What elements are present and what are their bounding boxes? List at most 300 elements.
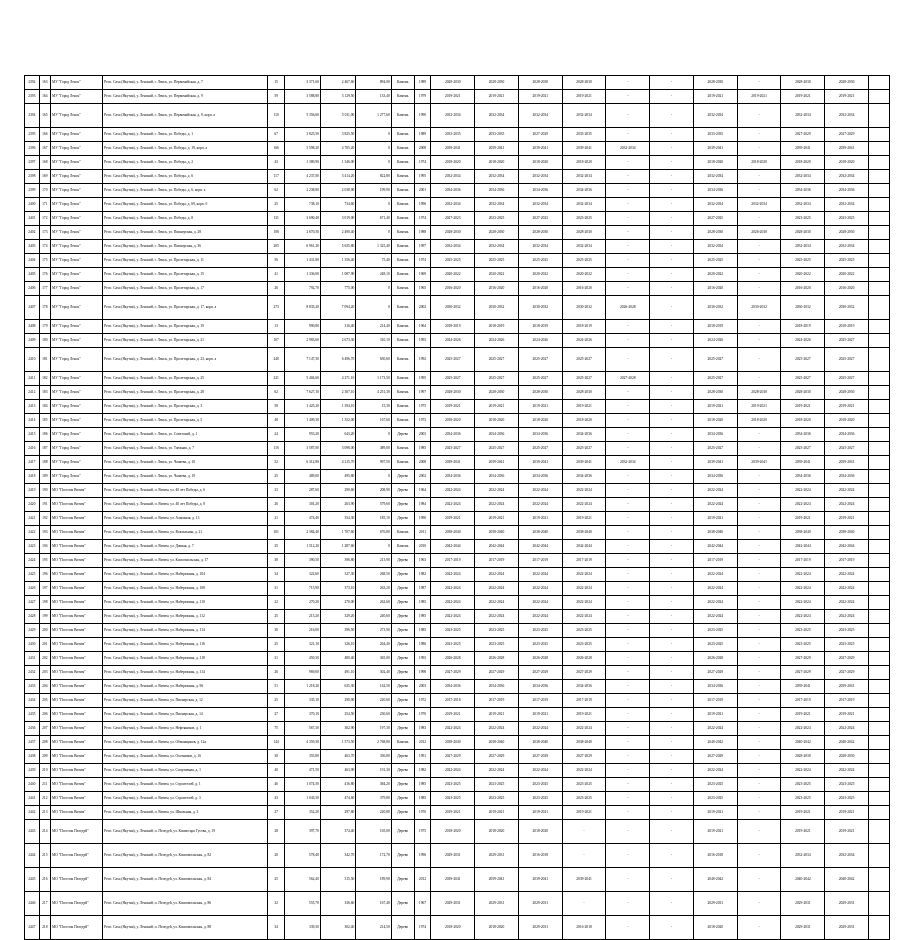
cell-y: 1988 — [414, 226, 431, 240]
cell-period: 2042-2044 — [562, 540, 606, 554]
table-row — [25, 484, 890, 498]
cell-s1: 715,90 — [285, 582, 320, 596]
table-row — [25, 554, 890, 568]
cell-period: 2039-2041 — [518, 456, 562, 470]
cell-period: 2018-2020 — [693, 414, 737, 428]
cell-addr: Респ. Саха (Якутия), у. Ленский, п. Витим, ул. Строителей, д. 1 — [103, 778, 268, 792]
cell-period: 2034-2036 — [431, 680, 475, 694]
cell-org: МУ "Город Ленск" — [51, 128, 103, 142]
cell-org: МУ "Город Ленск" — [51, 320, 103, 334]
cell-org: МУ "Город Ленск" — [51, 334, 103, 348]
cell-period: - — [606, 868, 650, 892]
cell-period: - — [737, 334, 781, 348]
cell-m: Дерево — [391, 624, 414, 638]
cell-period: 2019-2021 — [562, 400, 606, 414]
cell-addr: Респ. Саха (Якутия), у. Ленский, п. Витим, ул. Набережная, д. 114 — [103, 666, 268, 680]
cell-s1: 270,20 — [285, 596, 320, 610]
cell-period: 2029-2031 — [475, 892, 519, 916]
cell-y: 1985 — [414, 792, 431, 806]
cell-period: 2039-2041 — [693, 456, 737, 470]
cell-period: 2032-2034 — [825, 170, 869, 184]
cell-empty — [869, 128, 890, 142]
table-row — [25, 750, 890, 764]
cell-s2: 495,80 — [320, 470, 355, 484]
cell-period: 2027-2029 — [781, 666, 825, 680]
cell-m: Дерево — [391, 806, 414, 820]
cell-period: 2025-2027 — [825, 334, 869, 348]
cell-m: Дерево — [391, 778, 414, 792]
cell-m: Камень — [391, 386, 414, 400]
cell-period: 2027-2023 — [431, 212, 475, 226]
cell-period: 2025-2025 — [562, 254, 606, 268]
cell-cnt: 131 — [267, 212, 285, 226]
cell-y: 1982 — [414, 568, 431, 582]
table-row — [25, 386, 890, 400]
cell-period: - — [606, 722, 650, 736]
cell-period: 2023-2025 — [518, 778, 562, 792]
cell-s3: 676,80 — [356, 526, 391, 540]
cell-period: 2023-2025 — [781, 212, 825, 226]
cell-period: 2039-2041 — [518, 868, 562, 892]
cell-empty — [869, 512, 890, 526]
cell-period: 2018-2020 — [518, 156, 562, 170]
cell-period: 2027-2029 — [825, 652, 869, 666]
cell-period: - — [650, 722, 694, 736]
cell-period: 2023-2025 — [518, 792, 562, 806]
cell-m: Камень — [391, 296, 414, 320]
cell-period: 2023-2025 — [562, 778, 606, 792]
cell-empty — [869, 372, 890, 386]
cell-n: 2419 — [25, 484, 40, 498]
cell-s3: 167,60 — [356, 414, 391, 428]
cell-s3: 2 768,80 — [356, 736, 391, 750]
cell-period: 2038-2040 — [518, 736, 562, 750]
cell-period: 2029-2031 — [781, 892, 825, 916]
cell-empty — [869, 498, 890, 512]
cell-k: 174 — [39, 240, 50, 254]
cell-y: 2011 — [414, 526, 431, 540]
cell-addr: Респ. Саха (Якутия), у. Ленский, п. Витим, ул. 40 лет Победы, д. 6 — [103, 484, 268, 498]
cell-period: 2017-2019 — [475, 694, 519, 708]
cell-period: 2018-2020 — [475, 156, 519, 170]
cell-period: - — [650, 104, 694, 128]
cell-m: Дерево — [391, 638, 414, 652]
cell-cnt: 13 — [267, 320, 285, 334]
cell-s3: 197,30 — [356, 722, 391, 736]
cell-period: 2023-2025 — [781, 778, 825, 792]
cell-y: 1993 — [414, 334, 431, 348]
cell-period: 2022-2024 — [693, 596, 737, 610]
cell-cnt: 25 — [267, 694, 285, 708]
cell-period: - — [650, 184, 694, 198]
cell-period: 2019-2021 — [825, 708, 869, 722]
cell-period: 2028-2030 — [518, 386, 562, 400]
cell-s3: 199,90 — [356, 184, 391, 198]
table-row — [25, 820, 890, 844]
cell-s2: 3 825,50 — [320, 128, 355, 142]
cell-period: 2028-2030 — [518, 226, 562, 240]
cell-y: 1974 — [414, 254, 431, 268]
cell-period: 2018-2020 — [475, 916, 519, 940]
cell-period: 2028-2030 — [693, 76, 737, 90]
cell-k: 205 — [39, 694, 50, 708]
cell-period: 2022-2024 — [825, 596, 869, 610]
cell-s3: 0 — [356, 226, 391, 240]
cell-s2: 3 414,20 — [320, 170, 355, 184]
cell-s3: 384,20 — [356, 778, 391, 792]
cell-empty — [869, 868, 890, 892]
cell-period: 2032-2034 — [431, 240, 475, 254]
cell-period: 2023-2025 — [475, 638, 519, 652]
cell-addr: Респ. Саха (Якутия), у. Ленский, г. Ленск, ул. Советский, д. 1 — [103, 428, 268, 442]
cell-period: 2039-2041 — [825, 456, 869, 470]
cell-period: - — [737, 76, 781, 90]
cell-period: 2025-2025 — [518, 254, 562, 268]
cell-addr: Респ. Саха (Якутия), у. Ленский, г. Ленск, ул. Победы, д. 69, корп. б — [103, 198, 268, 212]
cell-addr: Респ. Саха (Якутия), у. Ленский, г. Ленск, ул. Чапаева, д. 19 — [103, 470, 268, 484]
cell-period: - — [606, 484, 650, 498]
cell-n: 2415 — [25, 428, 40, 442]
cell-y: 2001 — [414, 184, 431, 198]
cell-period: 2022-2024 — [518, 484, 562, 498]
cell-m: Камень — [391, 76, 414, 90]
cell-k: 198 — [39, 596, 50, 610]
cell-period: 2022-2024 — [431, 596, 475, 610]
cell-period: - — [737, 104, 781, 128]
cell-m: Дерево — [391, 470, 414, 484]
cell-period: 2020-2022 — [475, 268, 519, 282]
cell-period: - — [650, 268, 694, 282]
cell-n: 2405 — [25, 268, 40, 282]
cell-period: 2017-2019 — [781, 554, 825, 568]
cell-period: - — [737, 512, 781, 526]
cell-period: 2022-2024 — [825, 610, 869, 624]
cell-s2: 327,30 — [320, 568, 355, 582]
cell-s3: 133,40 — [356, 90, 391, 104]
cell-period: 2019-2021 — [693, 806, 737, 820]
cell-period: 2022-2024 — [825, 484, 869, 498]
cell-s3: 165,00 — [356, 820, 391, 844]
cell-period: 2038-2040 — [693, 526, 737, 540]
cell-period: 2038-2040 — [562, 526, 606, 540]
cell-s1: 335,10 — [285, 694, 320, 708]
cell-period: - — [650, 456, 694, 470]
cell-s3: 75,40 — [356, 254, 391, 268]
cell-org: МО "Поселок Витим" — [51, 554, 103, 568]
cell-period: 2019-2021 — [825, 90, 869, 104]
cell-period: 2019-2021 — [737, 90, 781, 104]
cell-period: 2028-2030 — [737, 386, 781, 400]
cell-period: - — [606, 540, 650, 554]
cell-y: 1989 — [414, 76, 431, 90]
cell-s2: 643,20 — [320, 428, 355, 442]
cell-period: - — [650, 442, 694, 456]
cell-y: 1997 — [414, 386, 431, 400]
cell-addr: Респ. Саха (Якутия), у. Ленский, п. Витим, ул. Комсомольская, д. 17 — [103, 554, 268, 568]
cell-period: 2032-2034 — [693, 240, 737, 254]
cell-period: 2032-2034 — [825, 240, 869, 254]
cell-period: - — [737, 778, 781, 792]
cell-cnt: 221 — [267, 372, 285, 386]
cell-period: 2039-2041 — [737, 456, 781, 470]
cell-m: Дерево — [391, 694, 414, 708]
cell-y: 1964 — [414, 484, 431, 498]
cell-period: - — [737, 610, 781, 624]
cell-period: 2027-2025 — [693, 212, 737, 226]
cell-addr: Респ. Саха (Якутия), у. Ленский, г. Ленск, ул. Победы, д. 2 — [103, 156, 268, 170]
cell-period: 2022-2024 — [518, 498, 562, 512]
cell-n: 2409 — [25, 334, 40, 348]
cell-period: 2034-2036 — [693, 470, 737, 484]
table-row — [25, 540, 890, 554]
cell-period: 2025-2027 — [518, 372, 562, 386]
cell-org: МО "Поселок Витим" — [51, 540, 103, 554]
cell-period: - — [650, 240, 694, 254]
cell-s2: 270,00 — [320, 596, 355, 610]
cell-period: 2022-2024 — [431, 764, 475, 778]
cell-period: 2034-2036 — [475, 184, 519, 198]
cell-addr: Респ. Саха (Якутия), у. Ленский, п. Витим, ул. Пионерская, д. 14 — [103, 708, 268, 722]
cell-m: Дерево — [391, 844, 414, 868]
cell-m: Дерево — [391, 428, 414, 442]
cell-period: 2025-2027 — [693, 348, 737, 372]
cell-period: 2022-2024 — [431, 484, 475, 498]
cell-period: - — [650, 226, 694, 240]
cell-n: 2397 — [25, 156, 40, 170]
cell-period: - — [650, 680, 694, 694]
cell-period: 2022-2024 — [562, 764, 606, 778]
cell-period: 2022-2024 — [781, 582, 825, 596]
cell-m: Дерево — [391, 764, 414, 778]
cell-org: МО "Поселок Пеледуй" — [51, 868, 103, 892]
cell-k: 171 — [39, 198, 50, 212]
cell-s2: 1 707,60 — [320, 526, 355, 540]
cell-s2: 290,90 — [320, 694, 355, 708]
table-row — [25, 104, 890, 128]
cell-s1: 1 512,20 — [285, 540, 320, 554]
cell-cnt: 26 — [267, 282, 285, 296]
cell-s1: 5 356,60 — [285, 104, 320, 128]
cell-period: - — [650, 484, 694, 498]
cell-m: Дерево — [391, 498, 414, 512]
cell-period: 2025-2027 — [431, 442, 475, 456]
cell-cnt: 32 — [267, 892, 285, 916]
cell-period: - — [737, 764, 781, 778]
cell-cnt: 25 — [267, 638, 285, 652]
cell-period: 2034-2036 — [431, 428, 475, 442]
table-row — [25, 334, 890, 348]
cell-s1: 1 074,50 — [285, 778, 320, 792]
cell-period: 2019-2021 — [693, 400, 737, 414]
cell-period: - — [606, 750, 650, 764]
cell-org: МО "Поселок Витим" — [51, 680, 103, 694]
cell-empty — [869, 806, 890, 820]
cell-y: 1982 — [414, 764, 431, 778]
cell-org: МО "Поселок Пеледуй" — [51, 820, 103, 844]
cell-s1: 3 588,80 — [285, 90, 320, 104]
cell-cnt: 48 — [267, 414, 285, 428]
cell-n: 2446 — [25, 892, 40, 916]
cell-s3: 650,60 — [356, 348, 391, 372]
cell-k: 187 — [39, 442, 50, 456]
cell-period: - — [737, 722, 781, 736]
cell-s1: 489,00 — [285, 470, 320, 484]
cell-org: МО "Поселок Витим" — [51, 708, 103, 722]
cell-m: Дерево — [391, 610, 414, 624]
cell-cnt: 31 — [267, 582, 285, 596]
cell-n: 2435 — [25, 708, 40, 722]
cell-period: 2018-2019 — [693, 320, 737, 334]
cell-period: 2022-2024 — [431, 610, 475, 624]
cell-period: - — [650, 708, 694, 722]
cell-empty — [869, 484, 890, 498]
cell-org: МО "Поселок Витим" — [51, 694, 103, 708]
cell-period: - — [606, 198, 650, 212]
cell-m: Камень — [391, 90, 414, 104]
cell-org: МО "Поселок Пеледуй" — [51, 916, 103, 940]
cell-cnt: 107 — [267, 334, 285, 348]
cell-s1: 450,30 — [285, 652, 320, 666]
table-row — [25, 778, 890, 792]
cell-period: - — [737, 282, 781, 296]
cell-s1: 3 371,60 — [285, 76, 320, 90]
table-row — [25, 76, 890, 90]
cell-period: 2039-2041 — [781, 456, 825, 470]
cell-m: Камень — [391, 240, 414, 254]
cell-n: 2398 — [25, 170, 40, 184]
cell-period: - — [737, 750, 781, 764]
cell-period: 2022-2024 — [518, 610, 562, 624]
table-row — [25, 624, 890, 638]
cell-period: 2023-2025 — [562, 638, 606, 652]
cell-s1: 792,70 — [285, 282, 320, 296]
cell-period: 2016-2020 — [781, 282, 825, 296]
cell-period: 2034-2036 — [475, 680, 519, 694]
cell-k: 214 — [39, 820, 50, 844]
cell-s3: 0 — [356, 428, 391, 442]
cell-period: 2032-2034 — [431, 198, 475, 212]
table-row — [25, 916, 890, 940]
cell-period: - — [606, 708, 650, 722]
cell-period: 2018-2020 — [562, 156, 606, 170]
cell-period: 2022-2024 — [693, 568, 737, 582]
cell-s1: 8 835,20 — [285, 296, 320, 320]
cell-period: 2023-2025 — [693, 624, 737, 638]
cell-m: Дерево — [391, 666, 414, 680]
cell-empty — [869, 142, 890, 156]
cell-cnt: 58 — [267, 400, 285, 414]
cell-period: - — [606, 652, 650, 666]
cell-s3: 365,00 — [356, 652, 391, 666]
cell-period: - — [650, 156, 694, 170]
cell-period: - — [737, 240, 781, 254]
cell-empty — [869, 334, 890, 348]
cell-cnt: 24 — [267, 428, 285, 442]
cell-period: 2039-2041 — [781, 680, 825, 694]
cell-empty — [869, 156, 890, 170]
cell-period: 2022-2024 — [825, 568, 869, 582]
cell-empty — [869, 722, 890, 736]
cell-empty — [869, 666, 890, 680]
cell-period: 2032-2034 — [737, 198, 781, 212]
cell-org: МО "Поселок Витим" — [51, 498, 103, 512]
cell-period: 2022-2024 — [562, 582, 606, 596]
cell-s2: 302,40 — [320, 916, 355, 940]
cell-period: - — [606, 282, 650, 296]
cell-period: 2027-2029 — [475, 750, 519, 764]
cell-empty — [869, 104, 890, 128]
cell-period: 2025-2027 — [781, 372, 825, 386]
cell-period: 2027-2029 — [825, 666, 869, 680]
cell-m: Дерево — [391, 596, 414, 610]
cell-s1: 322,60 — [285, 568, 320, 582]
cell-n: 2431 — [25, 652, 40, 666]
cell-cnt: 40 — [267, 764, 285, 778]
table-row — [25, 680, 890, 694]
cell-empty — [869, 90, 890, 104]
cell-addr: Респ. Саха (Якутия), у. Ленский, г. Ленск, ул. Победы, д. 6, корп. а — [103, 184, 268, 198]
cell-k: 169 — [39, 170, 50, 184]
table-row — [25, 652, 890, 666]
cell-empty — [869, 226, 890, 240]
cell-s2: 1 087,90 — [320, 268, 355, 282]
cell-period: 2019-2021 — [781, 806, 825, 820]
cell-period: - — [606, 170, 650, 184]
cell-org: МУ "Город Ленск" — [51, 198, 103, 212]
cell-period: - — [737, 540, 781, 554]
cell-empty — [869, 470, 890, 484]
cell-period: 2018-2020 — [781, 156, 825, 170]
cell-period: - — [606, 104, 650, 128]
cell-addr: Респ. Саха (Якутия), у. Ленский, п. Витим, ул. Охотников, д. 16 — [103, 750, 268, 764]
cell-n: 2403 — [25, 240, 40, 254]
cell-org: МУ "Город Ленск" — [51, 386, 103, 400]
cell-s1: 2 983,60 — [285, 334, 320, 348]
cell-period: 2026-2028 — [518, 652, 562, 666]
cell-period: 2022-2024 — [518, 568, 562, 582]
cell-period: 2022-2024 — [781, 568, 825, 582]
cell-addr: Респ. Саха (Якутия), у. Ленский, г. Ленск, ул. Победы, д. 8 — [103, 212, 268, 226]
cell-m: Дерево — [391, 722, 414, 736]
cell-period: 2038-2040 — [781, 526, 825, 540]
cell-empty — [869, 778, 890, 792]
cell-period: 2032-2034 — [781, 198, 825, 212]
cell-s2: 2 490,40 — [320, 226, 355, 240]
cell-period: 2019-2021 — [781, 512, 825, 526]
cell-period: 2027-2029 — [825, 128, 869, 142]
cell-n: 2423 — [25, 540, 40, 554]
cell-n: 2447 — [25, 916, 40, 940]
cell-m: Камень — [391, 526, 414, 540]
table-row — [25, 806, 890, 820]
cell-period: 2018-2019 — [431, 320, 475, 334]
cell-s3: 489,00 — [356, 442, 391, 456]
table-row — [25, 694, 890, 708]
cell-period: - — [606, 414, 650, 428]
cell-period: 2022-2024 — [431, 568, 475, 582]
cell-period: - — [650, 844, 694, 868]
cell-period: - — [737, 170, 781, 184]
cell-period: 2025-2027 — [781, 442, 825, 456]
cell-m: Камень — [391, 170, 414, 184]
cell-s2: 416,80 — [320, 778, 355, 792]
cell-empty — [869, 348, 890, 372]
cell-n: 2444 — [25, 844, 40, 868]
cell-m: Камень — [391, 104, 414, 128]
cell-s2: 1 356,40 — [320, 254, 355, 268]
cell-s2: 5 635,80 — [320, 240, 355, 254]
cell-period: 2032-2034 — [518, 170, 562, 184]
